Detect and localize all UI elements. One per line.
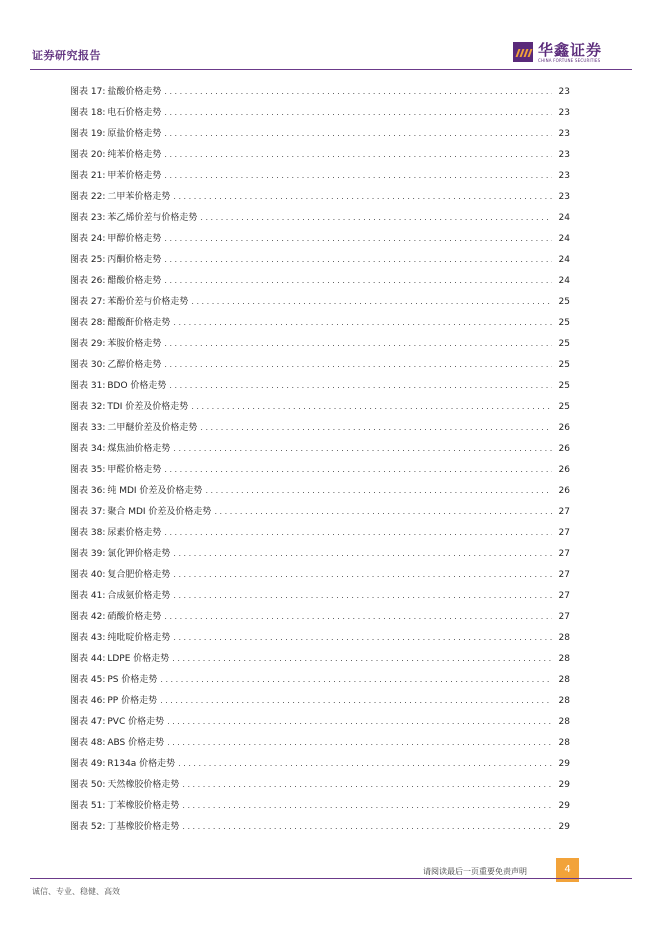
toc-entry[interactable] (70, 711, 570, 732)
toc-entry-label: 图表 25: (70, 255, 106, 265)
toc-entry-title: 丁基橡胶价格走势 (107, 822, 180, 832)
toc-entry-label: 图表 32: (70, 402, 106, 412)
toc-dot-leader (167, 711, 552, 732)
toc-entry-title: 聚合 MDI 价差及价格走势 (107, 507, 212, 517)
toc-dot-leader (182, 795, 552, 816)
toc-entry-label: 图表 28: (70, 318, 106, 328)
toc-entry[interactable] (70, 417, 570, 438)
toc-entry[interactable] (70, 354, 570, 375)
toc-dot-leader (160, 669, 552, 690)
toc-dot-leader (173, 585, 552, 606)
toc-entry[interactable] (70, 669, 570, 690)
toc-entry-label: 图表 33: (70, 423, 106, 433)
toc-entry-title: 氯化钾价格走势 (107, 549, 171, 559)
toc-dot-leader (200, 207, 552, 228)
toc-entry-title: LDPE 价格走势 (107, 654, 170, 664)
toc-entry-page: 27 (558, 591, 570, 601)
toc-dot-leader (173, 627, 552, 648)
toc-entry-title: 醋酸价格走势 (107, 276, 162, 286)
toc-entry-page: 25 (558, 297, 570, 307)
toc-entry-page: 27 (558, 507, 570, 517)
disclaimer-note: 请阅读最后一页重要免责声明 (423, 867, 527, 876)
toc-entry-page: 29 (558, 780, 570, 790)
toc-dot-leader (178, 753, 552, 774)
toc-entry-page: 23 (558, 129, 570, 139)
toc-entry-label: 图表 18: (70, 108, 106, 118)
toc-entry-title: 乙醇价格走势 (107, 360, 162, 370)
toc-entry-title: 纯 MDI 价差及价格走势 (107, 486, 203, 496)
toc-entry-page: 26 (558, 444, 570, 454)
toc-entry-label: 图表 50: (70, 780, 106, 790)
toc-dot-leader (173, 186, 552, 207)
toc-entry-page: 24 (558, 234, 570, 244)
toc-entry-page: 25 (558, 318, 570, 328)
toc-entry[interactable] (70, 627, 570, 648)
toc-entry[interactable] (70, 564, 570, 585)
toc-dot-leader (164, 123, 552, 144)
toc-entry-title: TDI 价差及价格走势 (107, 402, 189, 412)
toc-dot-leader (164, 102, 552, 123)
toc-dot-leader (167, 732, 552, 753)
toc-entry[interactable] (70, 543, 570, 564)
toc-dot-leader (164, 81, 552, 102)
toc-entry-title: 天然橡胶价格走势 (107, 780, 180, 790)
company-logo (513, 41, 633, 65)
toc-entry-title: 二甲苯价格走势 (107, 192, 171, 202)
toc-entry-label: 图表 17: (70, 87, 106, 97)
toc-entry-page: 28 (558, 717, 570, 727)
toc-entry-title: 硝酸价格走势 (107, 612, 162, 622)
toc-entry-title: 煤焦油价格走势 (107, 444, 171, 454)
toc-entry-page: 27 (558, 612, 570, 622)
toc-entry-page: 25 (558, 381, 570, 391)
toc-dot-leader (205, 480, 552, 501)
toc-entry-page: 23 (558, 108, 570, 118)
toc-entry[interactable] (70, 291, 570, 312)
toc-dot-leader (182, 816, 552, 837)
logo-mark-icon (513, 42, 533, 62)
toc-entry[interactable] (70, 522, 570, 543)
toc-dot-leader (182, 774, 552, 795)
toc-entry-label: 图表 45: (70, 675, 106, 685)
toc-entry-title: 复合肥价格走势 (107, 570, 171, 580)
toc-entry-page: 23 (558, 150, 570, 160)
toc-dot-leader (164, 165, 552, 186)
toc-dot-leader (172, 648, 552, 669)
company-motto: 诚信、专业、稳健、高效 (32, 887, 120, 896)
toc-entry[interactable] (70, 816, 570, 837)
toc-dot-leader (173, 564, 552, 585)
toc-entry-title: 纯吡啶价格走势 (107, 633, 171, 643)
toc-entry[interactable] (70, 144, 570, 165)
toc-entry-title: 丁苯橡胶价格走势 (107, 801, 180, 811)
toc-entry[interactable] (70, 396, 570, 417)
toc-entry-title: 纯苯价格走势 (107, 150, 162, 160)
toc-entry-page: 28 (558, 696, 570, 706)
toc-entry-label: 图表 26: (70, 276, 106, 286)
toc-entry[interactable] (70, 207, 570, 228)
footer-divider (30, 878, 632, 879)
toc-entry-label: 图表 29: (70, 339, 106, 349)
toc-entry-title: 盐酸价格走势 (107, 87, 162, 97)
toc-entry-page: 28 (558, 675, 570, 685)
toc-entry-title: R134a 价格走势 (107, 759, 176, 769)
page-number-badge: 4 (556, 858, 579, 882)
toc-entry[interactable] (70, 480, 570, 501)
toc-entry-page: 28 (558, 654, 570, 664)
toc-entry[interactable] (70, 81, 570, 102)
toc-entry[interactable] (70, 228, 570, 249)
toc-dot-leader (160, 690, 552, 711)
toc-dot-leader (164, 270, 552, 291)
logo-chinese-name: 华鑫证券 (538, 41, 603, 59)
toc-entry-label: 图表 41: (70, 591, 106, 601)
toc-entry-page: 26 (558, 423, 570, 433)
toc-entry-label: 图表 21: (70, 171, 106, 181)
toc-entry[interactable] (70, 438, 570, 459)
toc-dot-leader (200, 417, 552, 438)
toc-dot-leader (173, 312, 552, 333)
toc-dot-leader (164, 228, 552, 249)
toc-entry-label: 图表 27: (70, 297, 106, 307)
toc-entry-label: 图表 30: (70, 360, 106, 370)
toc-entry-page: 26 (558, 465, 570, 475)
toc-entry-label: 图表 51: (70, 801, 106, 811)
toc-entry-page: 24 (558, 276, 570, 286)
toc-entry-page: 27 (558, 528, 570, 538)
toc-entry-page: 25 (558, 402, 570, 412)
toc-entry-label: 图表 48: (70, 738, 106, 748)
toc-entry-title: 醋酸酐价格走势 (107, 318, 171, 328)
toc-entry-label: 图表 49: (70, 759, 106, 769)
toc-entry-page: 29 (558, 801, 570, 811)
toc-entry[interactable] (70, 732, 570, 753)
toc-entry-label: 图表 46: (70, 696, 106, 706)
toc-entry-page: 27 (558, 570, 570, 580)
toc-entry-page: 23 (558, 171, 570, 181)
toc-entry-page: 23 (558, 192, 570, 202)
toc-entry-label: 图表 47: (70, 717, 106, 727)
toc-entry-page: 29 (558, 822, 570, 832)
toc-entry-title: 甲苯价格走势 (107, 171, 162, 181)
toc-entry-label: 图表 37: (70, 507, 106, 517)
toc-entry[interactable] (70, 585, 570, 606)
toc-dot-leader (173, 438, 552, 459)
toc-entry-page: 28 (558, 738, 570, 748)
toc-entry-label: 图表 36: (70, 486, 106, 496)
toc-dot-leader (214, 501, 552, 522)
toc-entry[interactable] (70, 753, 570, 774)
toc-entry-title: 甲醇价格走势 (107, 234, 162, 244)
toc-entry-title: PVC 价格走势 (107, 717, 165, 727)
toc-entry[interactable] (70, 186, 570, 207)
toc-entry[interactable] (70, 123, 570, 144)
toc-entry-label: 图表 23: (70, 213, 106, 223)
toc-entry[interactable] (70, 459, 570, 480)
toc-entry[interactable] (70, 375, 570, 396)
toc-entry[interactable] (70, 270, 570, 291)
toc-dot-leader (164, 333, 552, 354)
toc-entry-title: BDO 价格走势 (107, 381, 167, 391)
toc-entry-page: 23 (558, 87, 570, 97)
toc-entry-title: 合成氨价格走势 (107, 591, 171, 601)
toc-entry[interactable] (70, 165, 570, 186)
toc-entry-label: 图表 35: (70, 465, 106, 475)
toc-dot-leader (164, 249, 552, 270)
toc-entry[interactable] (70, 606, 570, 627)
toc-entry-title: 苯乙烯价差与价格走势 (107, 213, 198, 223)
toc-entry-title: PS 价格走势 (107, 675, 158, 685)
toc-entry-page: 24 (558, 255, 570, 265)
toc-dot-leader (164, 354, 552, 375)
toc-entry-label: 图表 38: (70, 528, 106, 538)
toc-entry-title: 苯胺价格走势 (107, 339, 162, 349)
toc-entry[interactable] (70, 312, 570, 333)
toc-entry-title: 苯酚价差与价格走势 (107, 297, 189, 307)
toc-dot-leader (191, 396, 552, 417)
toc-entry-title: 原盐价格走势 (107, 129, 162, 139)
toc-entry[interactable] (70, 333, 570, 354)
header-divider (30, 69, 632, 70)
toc-entry[interactable] (70, 690, 570, 711)
toc-dot-leader (164, 144, 552, 165)
toc-entry-label: 图表 44: (70, 654, 106, 664)
toc-entry-title: 尿素价格走势 (107, 528, 162, 538)
report-type-label: 证券研究报告 (32, 49, 101, 62)
toc-entry-label: 图表 42: (70, 612, 106, 622)
toc-entry[interactable] (70, 249, 570, 270)
toc-entry-title: 二甲醚价差及价格走势 (107, 423, 198, 433)
toc-entry-title: 甲醛价格走势 (107, 465, 162, 475)
toc-dot-leader (164, 606, 552, 627)
toc-entry-label: 图表 31: (70, 381, 106, 391)
toc-entry-label: 图表 20: (70, 150, 106, 160)
toc-dot-leader (164, 459, 552, 480)
toc-entry-page: 28 (558, 633, 570, 643)
toc-entry-page: 26 (558, 486, 570, 496)
toc-entry[interactable] (70, 102, 570, 123)
toc-entry[interactable] (70, 648, 570, 669)
toc-dot-leader (164, 522, 552, 543)
toc-entry-label: 图表 22: (70, 192, 106, 202)
toc-entry-page: 27 (558, 549, 570, 559)
toc-entry-title: 丙酮价格走势 (107, 255, 162, 265)
toc-entry-title: ABS 价格走势 (107, 738, 165, 748)
toc-entry-page: 24 (558, 213, 570, 223)
toc-dot-leader (173, 543, 552, 564)
toc-entry-label: 图表 52: (70, 822, 106, 832)
toc-entry-label: 图表 40: (70, 570, 106, 580)
logo-english-name: CHINA FORTUNE SECURITIES (538, 58, 601, 63)
toc-entry-label: 图表 34: (70, 444, 106, 454)
toc-entry[interactable] (70, 501, 570, 522)
toc-entry-label: 图表 24: (70, 234, 106, 244)
toc-entry[interactable] (70, 795, 570, 816)
page-header (0, 0, 662, 72)
toc-entry-title: 电石价格走势 (107, 108, 162, 118)
toc-entry-label: 图表 39: (70, 549, 106, 559)
toc-dot-leader (191, 291, 552, 312)
toc-dot-leader (169, 375, 552, 396)
toc-entry-page: 25 (558, 339, 570, 349)
toc-entry-page: 29 (558, 759, 570, 769)
toc-entry-title: PP 价格走势 (107, 696, 158, 706)
table-of-figures (70, 81, 570, 837)
toc-entry-page: 25 (558, 360, 570, 370)
toc-entry-label: 图表 19: (70, 129, 106, 139)
toc-entry-label: 图表 43: (70, 633, 106, 643)
toc-entry[interactable] (70, 774, 570, 795)
